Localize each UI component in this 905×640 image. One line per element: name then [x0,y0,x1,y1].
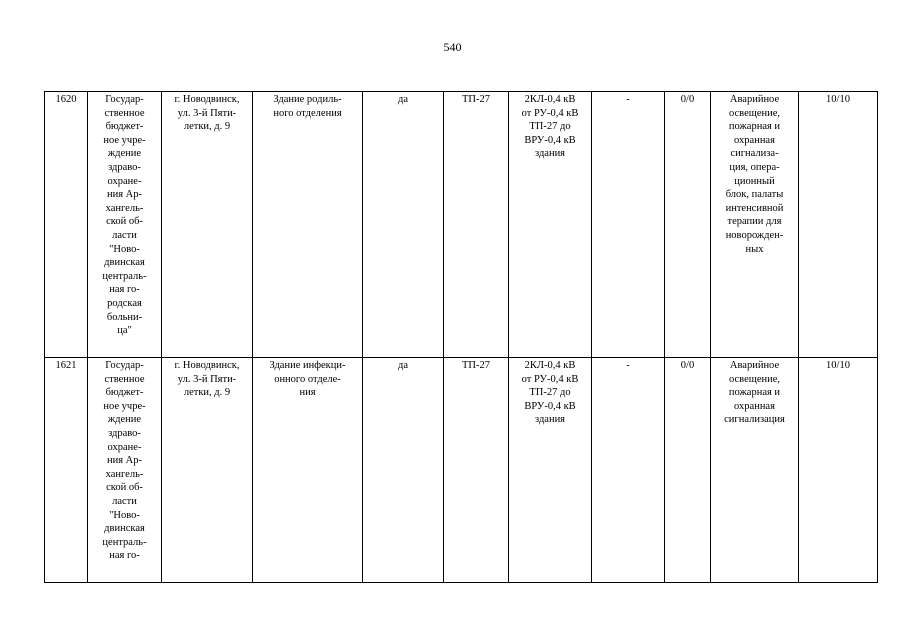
cell-line: двинская [104,523,145,535]
purpose-cell [711,358,799,583]
cell-line: централь- [102,536,147,548]
ratio-value: 0/0 [680,360,695,371]
row-number: 1620 [55,94,77,105]
purpose-cell [711,92,799,358]
cell-line: Здание инфекци- [269,360,346,371]
cell-line: интенсивной [725,202,784,214]
substation-value: ТП-27 [462,94,490,105]
row-number: 1621 [55,360,77,371]
address-cell [162,358,253,583]
cell-line: ния [299,387,316,399]
cell-line: блок, палаты [725,189,784,201]
cell-line: от РУ-0,4 кВ [521,107,579,119]
cell-line: онного отделе- [274,373,341,385]
last-value: 10/10 [826,360,850,371]
cell-line: охранная [734,400,775,412]
cell-line: бюджет- [105,121,144,133]
cell-line: здраво- [108,427,141,439]
cell-line: ласти [112,229,137,241]
cell-line: 2КЛ-0,4 кВ [524,94,576,105]
cell-line: летки, д. 9 [183,387,231,399]
flag-cell [363,92,444,358]
cell-line: ционный [734,175,775,187]
row-number-cell [45,92,88,358]
cell-line: от РУ-0,4 кВ [521,373,579,385]
cell-line: г. Новодвинск, [174,94,240,105]
cell-line: родская [107,297,142,309]
cell-line: ской об- [106,482,143,494]
cell-line: ция, опера- [729,161,780,173]
flag-value: да [397,94,408,105]
object-cell [253,358,363,583]
cell-line: освещение, [729,107,780,119]
cell-line: терапии для [727,216,782,228]
cell-line: пожарная и [728,121,781,133]
cell-line: ждение [107,148,142,160]
power-line-cell [509,92,592,358]
cell-line: ской об- [106,216,143,228]
dash-cell [592,358,665,583]
cell-line: ная го- [109,284,140,296]
substation-cell [444,358,509,583]
cell-line: ласти [112,495,137,507]
cell-line: бюджет- [105,387,144,399]
cell-line: больни- [106,311,143,323]
cell-line: ное учре- [103,134,146,146]
cell-line: ВРУ-0,4 кВ [524,134,576,146]
cell-line: ния Ар- [106,455,143,467]
cell-line: освещение, [729,373,780,385]
cell-line: сигнализа- [730,148,779,160]
object-cell [253,92,363,358]
cell-line: новорожден- [725,229,784,241]
cell-line: двинская [104,257,145,269]
cell-line: ВРУ-0,4 кВ [524,400,576,412]
ratio-cell [665,358,711,583]
organization-cell [88,92,162,358]
cell-line: здраво- [108,161,141,173]
cell-line: ственное [104,373,145,385]
flag-value: да [397,360,408,371]
dash-value: - [626,360,630,371]
cell-line: ния Ар- [106,189,143,201]
substation-cell [444,92,509,358]
cell-line: Государ- [105,360,144,371]
cell-line: ца" [117,325,132,337]
dash-cell [592,92,665,358]
ratio-value: 0/0 [680,94,695,105]
cell-line: 2КЛ-0,4 кВ [524,360,576,371]
cell-line: охране- [107,441,142,453]
table-body [45,92,878,583]
cell-line: сигнализация [724,414,785,426]
ratio-cell [665,92,711,358]
cell-line: "Ново- [109,509,140,521]
cell-line: здания [534,148,566,160]
cell-line: Аварийное [729,94,780,105]
cell-line: ждение [107,414,142,426]
table-row [45,358,878,583]
cell-line: хангель- [105,202,144,214]
last-cell [799,92,878,358]
cell-line: ТП-27 до [529,121,571,133]
flag-cell [363,358,444,583]
power-line-cell [509,358,592,583]
cell-line: Государ- [105,94,144,105]
last-cell [799,358,878,583]
cell-line: ное учре- [103,400,146,412]
table-row [45,92,878,358]
address-cell [162,92,253,358]
cell-line: охране- [107,175,142,187]
cell-line: Аварийное [729,360,780,371]
page-number: 540 [443,40,462,54]
cell-line: ная го- [109,550,140,562]
dash-value: - [626,94,630,105]
substation-value: ТП-27 [462,360,490,371]
cell-line: ул. 3-й Пяти- [177,373,237,385]
cell-line: летки, д. 9 [183,121,231,133]
organization-cell [88,358,162,583]
cell-line: Здание родиль- [273,94,342,105]
row-number-cell [45,358,88,583]
cell-line: ТП-27 до [529,387,571,399]
cell-line: ных [745,243,764,255]
cell-line: г. Новодвинск, [174,360,240,371]
cell-line: здания [534,414,566,426]
cell-line: ного отделения [273,107,342,119]
cell-line: "Ново- [109,243,140,255]
cell-line: охранная [734,134,775,146]
cell-line: ственное [104,107,145,119]
cell-line: пожарная и [728,387,781,399]
data-table [44,91,878,583]
last-value: 10/10 [826,94,850,105]
cell-line: ул. 3-й Пяти- [177,107,237,119]
cell-line: хангель- [105,468,144,480]
cell-line: централь- [102,270,147,282]
